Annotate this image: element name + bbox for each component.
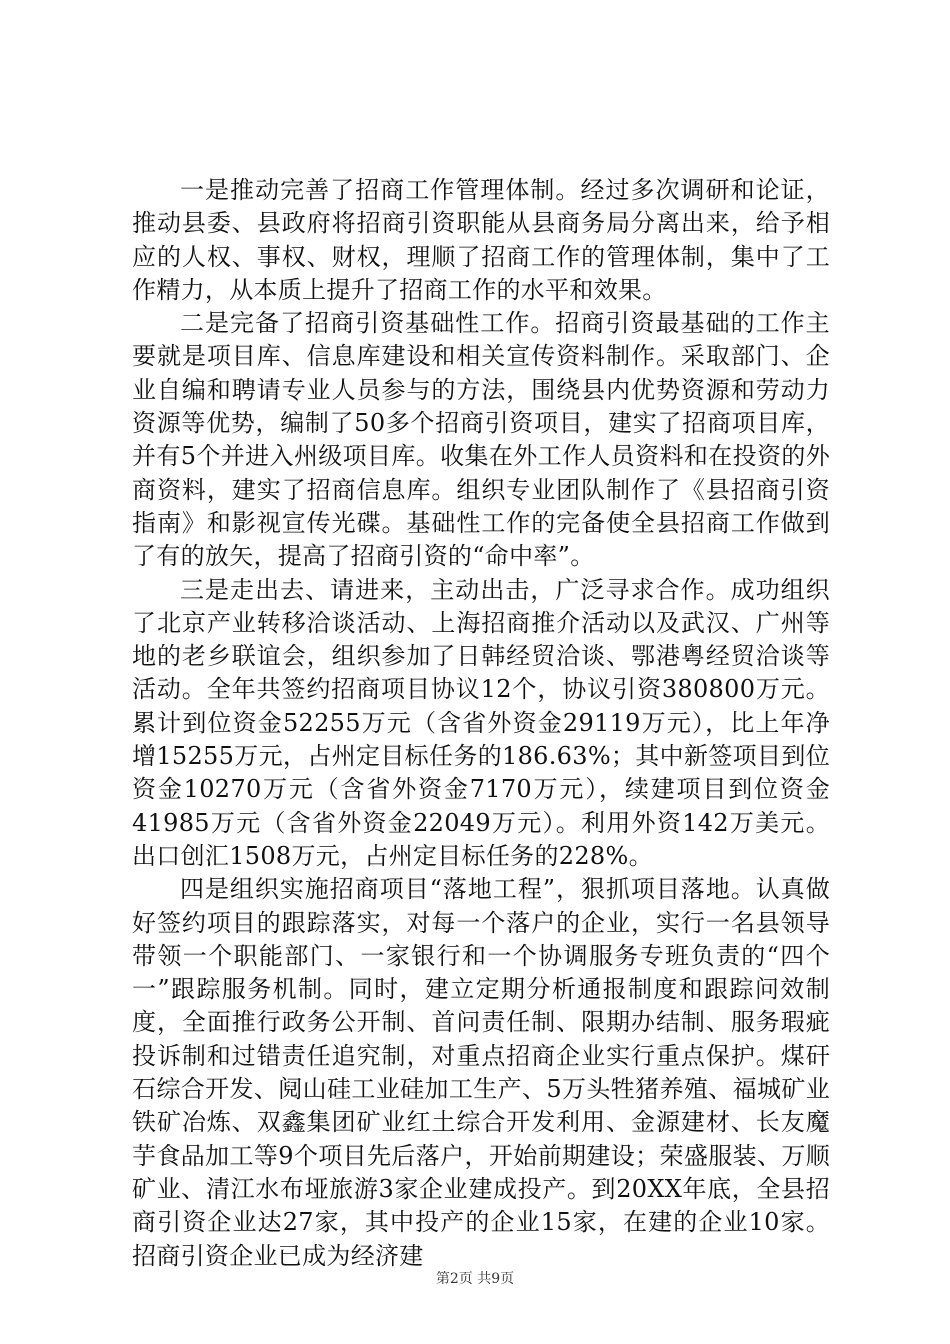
page-footer: 第2页 共9页 [435, 1271, 515, 1287]
document-body [132, 174, 830, 1273]
paragraph-outreach-cooperation: 三是走出去、请进来，主动出击，广泛寻求合作。成功组织了北京产业转移洽谈活动、上海招商推介活动以及武汉、广州等地的老乡联谊会，组织参加了日韩经贸洽谈、鄂港粤经贸洽谈等活动。全年共签约招商项目协议12个，协议引资380800万元。累计到位资金52255万元（含省外资金29119万元），比上年净增15255万元，占州定目标任务的186.63%；其中新签项目到位资金10270万元（含省外资金7170万元），续建项目到位资金41985万元（含省外资金22049万元）。利用外资142万美元。出口创汇1508万元，占州定目标任务的228%。 [132, 575, 830, 870]
paragraph-foundation-work: 二是完备了招商引资基础性工作。招商引资最基础的工作主要就是项目库、信息库建设和相关宣传资料制作。采取部门、企业自编和聘请专业人员参与的方法，围绕县内优势资源和劳动力资源等优势，编制了50多个招商引资项目，建实了招商项目库，并有5个并进入州级项目库。收集在外工作人员资料和在投资的外商资料，建实了招商信息库。组织专业团队制作了《县招商引资指南》和影视宣传光碟。基础性工作的完备使全县招商工作做到了有的放矢，提高了招商引资的“命中率”。 [132, 309, 830, 571]
paragraph-project-landing: 四是组织实施招商项目“落地工程”，狠抓项目落地。认真做好签约项目的跟踪落实，对每一个落户的企业，实行一名县领导带领一个职能部门、一家银行和一个协调服务专班负责的“四个一”跟踪服务机制。同时，建立定期分析通报制度和跟踪问效制度，全面推行政务公开制、首问责任制、限期办结制、服务瑕疵投诉制和过错责任追究制，对重点招商企业实行重点保护。煤矸石综合开发、阋山硅工业硅加工生产、5万头牲猪养殖、福城矿业铁矿冶炼、双鑫集团矿业红土综合开发利用、金源建材、长友魔芋食品加工等9个项目先后落户，开始前期建设；荣盛服装、万顺矿业、清江水布垭旅游3家企业建成投产。到20XX年底，全县招商引资企业达27家，其中投产的企业15家，在建的企业10家。招商引资企业已成为经济建 [132, 875, 830, 1270]
paragraph-management-system: 一是推动完善了招商工作管理体制。经过多次调研和论证，推动县委、县政府将招商引资职能从县商务局分离出来，给予相应的人权、事权、财权，理顺了招商工作的管理体制，集中了工作精力，从本质上提升了招商工作的水平和效果。 [132, 176, 830, 304]
